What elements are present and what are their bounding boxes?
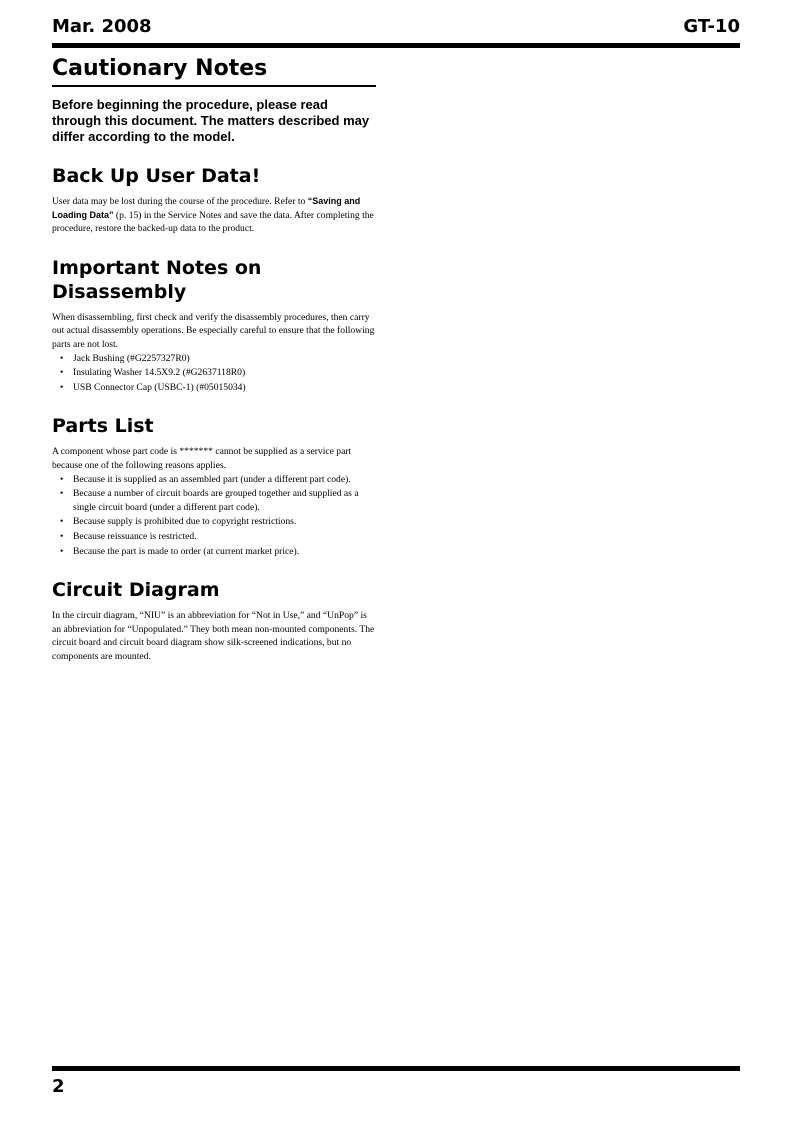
section-heading-parts-list: Parts List [52,415,154,438]
list-item: • Because the part is made to order (at current market price). [73,545,376,559]
intro-paragraph: Before beginning the procedure, please read through this document. The matters described may differ according to the model. [52,97,370,144]
backup-text-after: (p. 15) in the Service Notes and save the data. After completing the procedure, restore the backed-up data to the product. [52,209,374,235]
list-item: • Jack Bushing (#G2257327R0) [73,352,376,366]
parts-reasons-list [52,473,376,559]
section-backup [52,164,376,236]
circuit-paragraph: In the circuit diagram, “NIU” is an abbreviation for “Not in Use,” and “UnPop” is an abbreviation for “Unpopulated.” They both mean non-mounted components. The circuit board and circuit board diagram show silk-screened indications, but no components are mounted. [52,610,375,662]
section-heading-circuit-diagram: Circuit Diagram [52,579,220,602]
page-title: Cautionary Notes [52,54,376,87]
footer-rule [52,1066,740,1071]
header-date: Mar. 2008 [52,16,152,37]
section-circuit-diagram [52,578,376,663]
header-rule [52,43,740,48]
section-disassembly [52,256,376,395]
backup-paragraph [52,195,376,236]
list-item: • USB Connector Cap (USBC-1) (#05015034) [73,381,376,395]
section-parts-list [52,414,376,558]
backup-text-before: User data may be lost during the course of the procedure. Refer to [52,196,308,207]
main-column [52,54,376,663]
header-model: GT-10 [683,16,740,37]
saving-loading-reference: “Saving and Loading Data” [52,196,361,220]
disassembly-parts-list [52,352,376,395]
list-item: • Insulating Washer 14.5X9.2 (#G2637118R0) [73,366,376,380]
list-item: • Because it is supplied as an assembled part (under a different part code). [73,473,376,487]
disassembly-paragraph: When disassembling, first check and verify the disassembly procedures, then carry out actual disassembly operations. Be especially careful to ensure that the following parts are not lost. [52,311,375,350]
list-item: • Because supply is prohibited due to copyright restrictions. [73,515,376,529]
section-heading-disassembly: Important Notes on Disassembly [52,256,262,303]
section-heading-backup: Back Up User Data! [52,165,261,187]
parts-paragraph: A component whose part code is ******* cannot be supplied as a service part because one of the following reasons applies. [52,446,352,471]
list-item: • Because a number of circuit boards are grouped together and supplied as a single circuit board (under a different part code). [73,487,376,514]
list-item: • Because reissuance is restricted. [73,530,376,544]
page-number: 2 [52,1076,65,1097]
